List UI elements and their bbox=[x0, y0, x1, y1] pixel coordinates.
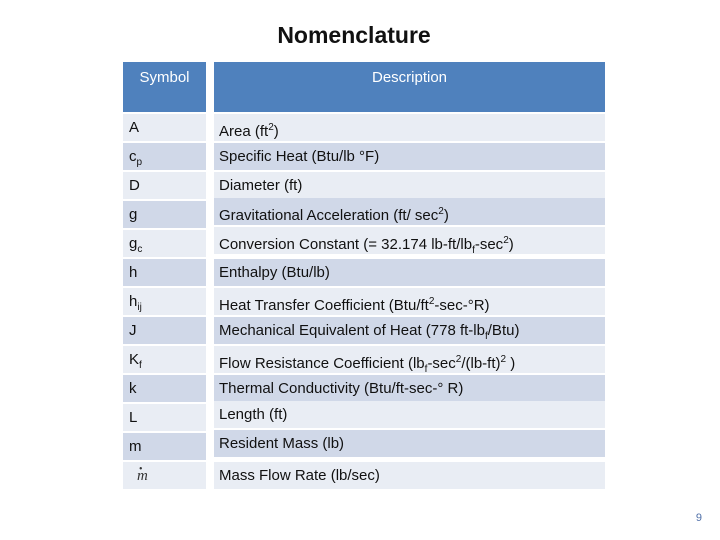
table-row bbox=[123, 114, 605, 141]
symbol-cell: D bbox=[123, 172, 206, 199]
symbol-cell: L bbox=[123, 404, 206, 431]
table-row bbox=[123, 346, 605, 373]
symbol-cell: $g_c$ bbox=[123, 230, 206, 257]
description-cell: Specific Heat (Btu/lb °F) bbox=[214, 143, 605, 170]
symbol-cell: $c_p$ bbox=[123, 143, 206, 170]
page-title: Nomenclature bbox=[277, 22, 431, 48]
description-cell: Gravitational Acceleration (ft/ $\sec^2$) bbox=[214, 198, 605, 225]
table-row bbox=[123, 462, 605, 489]
table-row bbox=[123, 375, 605, 402]
header-gap bbox=[206, 62, 214, 112]
symbol-cell: $h_{ij}$ bbox=[123, 288, 206, 315]
symbol-cell: m bbox=[123, 433, 206, 460]
table-row bbox=[123, 143, 605, 170]
page-number: 9 bbox=[695, 512, 702, 524]
table-row bbox=[123, 172, 605, 199]
symbol-cell: k bbox=[123, 375, 206, 402]
description-header: Description bbox=[371, 69, 448, 86]
table-row bbox=[123, 317, 605, 344]
table-row bbox=[123, 201, 605, 228]
symbol-cell: A bbox=[123, 114, 206, 141]
symbol-cell: $K_f$ bbox=[123, 346, 206, 373]
table-row bbox=[123, 404, 605, 431]
table-header bbox=[123, 62, 605, 112]
description-cell: Mechanical Equivalent of Heat (778 $ft-lb_f/Btu$) bbox=[214, 317, 605, 344]
symbol-header: Symbol bbox=[139, 69, 190, 86]
description-cell: Conversion Constant (= 32.174 $lb-ft/lb_f-\sec^2$) bbox=[214, 227, 605, 254]
table-row bbox=[123, 230, 605, 257]
symbol-cell: h bbox=[123, 259, 206, 286]
nomenclature-table bbox=[123, 62, 605, 489]
description-cell: Length (ft) bbox=[214, 401, 605, 428]
description-cell: Mass Flow Rate (lb/sec) bbox=[214, 462, 605, 489]
description-cell: Heat Transfer Coefficient $(Btu/ft^2-\sec-^\circ R)$ bbox=[214, 288, 605, 315]
table-row bbox=[123, 288, 605, 315]
description-cell: Resident Mass (lb) bbox=[214, 430, 605, 457]
description-cell: Enthalpy (Btu/lb) bbox=[214, 259, 605, 286]
description-cell: Diameter (ft) bbox=[214, 172, 605, 199]
symbol-cell: J bbox=[123, 317, 206, 344]
m-dot-symbol: • m bbox=[129, 468, 148, 484]
description-cell: Thermal Conductivity (Btu/ft-sec-° R) bbox=[214, 375, 605, 402]
symbol-cell bbox=[123, 462, 206, 489]
symbol-cell: g bbox=[123, 201, 206, 228]
description-cell: Area $(ft^2)$ bbox=[214, 114, 605, 141]
table-row bbox=[123, 433, 605, 460]
description-cell: Flow Resistance Coefficient ($lb_f-\sec^2/(lb-ft)^2$ ) bbox=[214, 346, 605, 373]
table-row bbox=[123, 259, 605, 286]
